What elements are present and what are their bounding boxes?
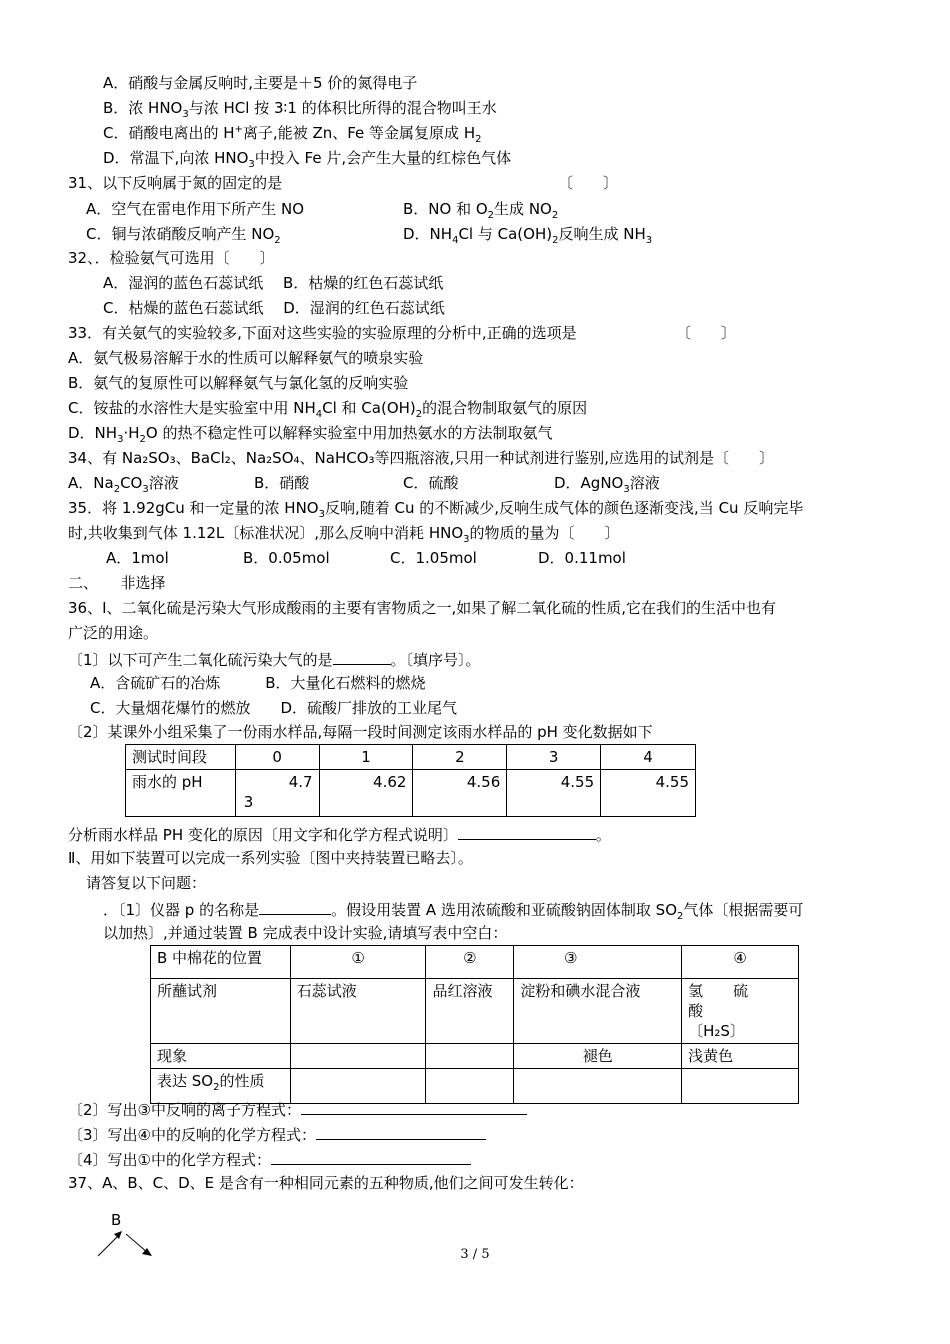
q34-option-c: C．硫酸 [403,474,459,492]
q31-option-b: B．NO 和 $O_2$生成 $NO_2$ [403,200,559,221]
q35-stem-line1: 35．将 1.92gCu 和一定量的浓 $HNO_3$反响,随着 Cu 的不断减少,反响生成气体的颜色逐渐变浅,当 Cu 反响完毕 [68,499,804,520]
q36-answer-prompt: 请答复以下问题： [86,874,207,892]
ph-table-cell: 测试时间段 [126,745,236,770]
so2-table-cell: ④ [682,946,799,979]
ph-table-cell: 0 [235,745,319,770]
ph-table-cell: 4.7 3 [235,770,319,817]
ph-table-cell: 4.55 [507,770,601,817]
q36-intro-line2: 广泛的用途。 [68,624,159,642]
q36-sub2: 〔2〕写出③中反响的离子方程式： [68,1098,527,1120]
so2-table-cell: ① [290,946,426,979]
so2-table-cell: 所蘸试剂 [151,979,291,1044]
q35-stem-line2: 时,共收集到气体 1.12L〔标准状况〕,那么反响中消耗 $HNO_3$的物质的量为〔 〕 [68,524,620,545]
q30-option-d: D．常温下,向浓 $HNO_3$中投入 Fe 片,会产生大量的红棕色气体 [103,149,512,170]
q32-options-ab: A．湿润的蓝色石蕊试纸 B．枯燥的红色石蕊试纸 [103,274,444,292]
q32-options-cd: C．枯燥的蓝色石蕊试纸 D．湿润的红色石蕊试纸 [103,299,445,317]
so2-table-cell: ③ [514,946,682,979]
ph-table-cell: 3 [507,745,601,770]
answer-blank[interactable] [316,1123,486,1140]
q35-option-a: A．1mol [106,549,169,567]
q36-sub4: 〔4〕写出①中的化学方程式： [68,1148,471,1170]
q36-analysis: 分析雨水样品 PH 变化的原因〔用文字和化学方程式说明〕 。 [68,823,611,845]
ph-table-cell: 4.56 [413,770,507,817]
so2-table-cell: 现象 [151,1044,291,1069]
so2-table-row [151,946,799,979]
q36-sub3: 〔3〕写出④中的反响的化学方程式： [68,1123,486,1145]
page-number: 3 / 5 [460,1247,490,1262]
q36-part1-options-ab: A．含硫矿石的冶炼 B．大量化石燃料的燃烧 [90,674,426,692]
so2-table-cell: 品红溶液 [426,979,514,1044]
answer-blank[interactable] [458,823,596,840]
q36-part-ii: Ⅱ、用如下装置可以完成一系列实验〔图中夹持装置已略去〕。 [68,849,473,867]
so2-table-cell: 淀粉和碘水混合液 [514,979,682,1044]
q30-option-c: C．硝酸电离出的 H+离子,能被 Zn、Fe 等金属复原成 $H_2$ [103,124,482,145]
answer-blank[interactable] [333,648,391,665]
q36-part1: 〔1〕以下可产生二氧化硫污染大气的是 。〔填序号〕。 [68,648,481,670]
so2-table-cell: 石蕊试液 [290,979,426,1044]
q34-option-a: A．$Na_2CO_3$溶液 [68,474,179,495]
answer-blank[interactable] [271,1148,471,1165]
so2-experiment-table [150,945,799,1104]
so2-table-row [151,1044,799,1069]
so2-table-cell: 氢 硫 酸 〔H₂S〕 [682,979,799,1044]
q36-sub1-line2: 以加热〕,并通过装置 B 完成表中设计实验,请填写表中空白： [103,924,508,942]
so2-table-cell[interactable] [514,1069,682,1104]
so2-table-cell: 浅黄色 [682,1044,799,1069]
so2-table-cell: B 中棉花的位置 [151,946,291,979]
so2-table-cell: 褪色 [514,1044,682,1069]
so2-table-cell[interactable] [426,1044,514,1069]
answer-blank[interactable] [301,1098,527,1115]
q33-option-b: B．氨气的复原性可以解释氨气与氯化氢的反响实验 [68,374,409,392]
q35-option-b: B．0.05mol [243,549,330,567]
ph-table [125,744,696,817]
arrow-head [114,1231,122,1239]
q37-node-b: B [111,1211,122,1229]
q30-option-b: B．浓 $HNO_3$与浓 HCl 按 3∶1 的体积比所得的混合物叫王水 [103,99,497,120]
q33-option-c: C．铵盐的水溶性大是实验室中用 $NH_4Cl$ 和 $Ca(OH)_2$的混合物制取氨气的原因 [68,399,588,420]
q34-option-d: D．AgNO$_3$溶液 [554,474,660,495]
ph-table-cell: 4.62 [319,770,413,817]
ph-table-cell: 1 [319,745,413,770]
q31-answer-bracket: 〔 〕 [558,174,619,192]
q33-option-a: A．氨气极易溶解于水的性质可以解释氨气的喷泉实验 [68,349,424,367]
ph-table-cell: 4.55 [601,770,696,817]
so2-table-row [151,979,799,1044]
so2-table-cell[interactable] [682,1069,799,1104]
q31-stem: 31、以下反响属于氮的固定的是 [68,174,283,192]
section-heading: 二、 非选择 [68,574,166,592]
q33-stem: 33．有关氨气的实验较多,下面对这些实验的实验原理的分析中,正确的选项是 [68,324,577,342]
q31-option-c: C．铜与浓硝酸反响产生 $NO_2$ [86,225,281,246]
answer-blank[interactable] [259,898,331,915]
ph-table-cell: 雨水的 pH [126,770,236,817]
q32-stem: 32、．检验氨气可选用〔 〕 [68,249,275,267]
ph-table-cell: 2 [413,745,507,770]
so2-table-cell: ② [426,946,514,979]
q36-part2: 〔2〕某课外小组采集了一份雨水样品,每隔一段时间测定该雨水样品的 pH 变化数据如下 [68,723,653,741]
q30-option-a: A．硝酸与金属反响时,主要是＋5 价的氮得电子 [103,74,418,92]
q33-answer-bracket: 〔 〕 [676,324,737,342]
q34-stem: 34、有 Na₂SO₃、BaCl₂、Na₂SO₄、NaHCO₃等四瓶溶液,只用一种试剂进行鉴别,应选用的试剂是〔 〕 [68,449,775,467]
q34-option-b: B．硝酸 [254,474,310,492]
q36-sub1-line1: ．〔1〕仪器 p 的名称是 。假设用装置 A 选用浓硫酸和亚硫酸钠固体制取 $SO_2$气体〔根据需要可 [103,898,803,920]
ph-table-row [126,770,696,817]
q36-part1-options-cd: C．大量烟花爆竹的燃放 D．硫酸厂排放的工业尾气 [90,699,458,717]
so2-table-cell: 表达 $SO_2$的性质 [151,1069,291,1104]
q35-option-d: D．0.11mol [538,549,626,567]
q35-option-c: C．1.05mol [390,549,477,567]
ph-table-header-row [126,745,696,770]
q37-stem: 37、A、B、C、D、E 是含有一种相同元素的五种物质,他们之间可发生转化： [68,1174,584,1192]
so2-table-cell[interactable] [290,1044,426,1069]
q36-intro-line1: 36、Ⅰ、二氧化硫是污染大气形成酸雨的主要有害物质之一,如果了解二氧化硫的性质,它在我们的生活中也有 [68,599,777,617]
q33-option-d: D．$NH_3\cdot H_2O$ 的热不稳定性可以解释实验室中用加热氨水的方法制取氨气 [68,424,553,445]
q31-option-a: A．空气在雷电作用下所产生 NO [86,200,305,218]
q31-option-d: D．$NH_4Cl$ 与 $Ca(OH)_2$反响生成 $NH_3$ [403,225,653,246]
ph-table-cell: 4 [601,745,696,770]
